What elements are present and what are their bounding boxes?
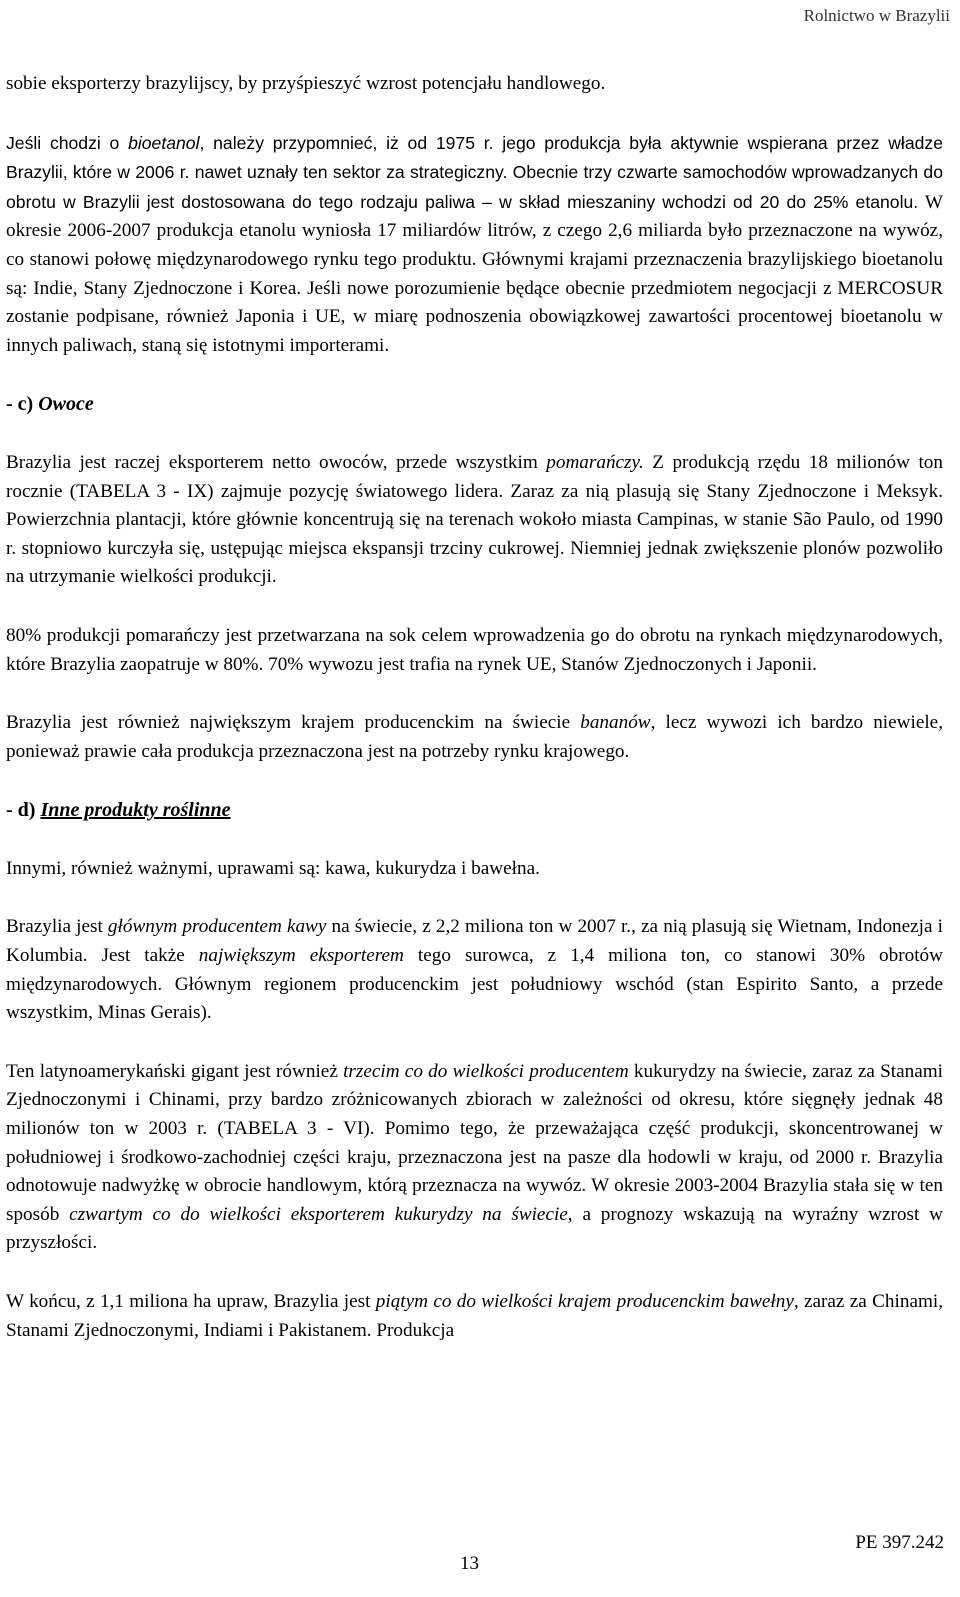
page-number: 13 <box>460 1553 479 1574</box>
paragraph-kukurydza-c: kukurydzy na świecie, zaraz za Stanami Zjednoczonymi i Chinami, przy bardzo zróżnicowanych zbiorach w zależności od okresu, które sięgnęły jednak 48 milionów ton w 2003 r. (TABELA 3 - VI). Pomimo tego, że przeważająca część produkcji, skoncentrowanej w południowej i środkowo-zachodniej części kraju, przeznaczona jest na pasze dla hodowli w kraju, od 2000 r. Brazylia odnotowuje nadwyżkę w obrocie handlowym, którą przeznacza na wywóz. W okresie 2003-2004 Brazylia stała się w ten sposób <box>6 1060 943 1225</box>
paragraph-bioetanol-d: W okresie 2006-2007 produkcja etanolu wyniosła 17 miliardów litrów, z czego 2,6 miliarda było przeznaczone na wywóz, co stanowi połowę międzynarodowego rynku tego produktu. Głównymi krajami przeznaczenia brazylijskiego bioetanolu są: Indie, Stany Zjednoczone i Korea. Jeśli nowe porozumienie będące obecnie przedmiotem negocjacji z MERCOSUR zostanie podpisane, również Japonia i UE, w miarę podnoszenia obowiązkowej zawartości procentowej bioetanolu w innych paliwach, staną się istotnymi importerami. <box>6 191 943 356</box>
paragraph-owoce-c: Z produkcją rzędu 18 milionów ton rocznie (TABELA 3 - IX) zajmuje pozycję światowego lidera. Zaraz za nią plasują się Stany Zjednoczone i Meksyk. Powierzchnia plantacji, które głównie koncentrują się na terenach wokoło miasta Campinas, w stanie São Paulo, od 1990 r. stopniowo kurczyła się, ustępując miejsca ekspansji trzciny cukrowej. Niemniej jednak zwiększenie plonów pozwoliło na utrzymanie wielkości produkcji. <box>6 451 943 588</box>
paragraph-kukurydza-d: czwartym co do wielkości eksporterem kukurydzy na świecie, <box>69 1203 573 1225</box>
paragraph-kawa <box>6 913 943 1027</box>
section-heading-owoce-title: Owoce <box>38 393 94 416</box>
paragraph-bioetanol-term: bioetanol <box>128 132 200 153</box>
paragraph-kawa-e: tego surowca, z 1,4 miliona ton, co stanowi 30% obrotów międzynarodowych. Głównym regionem producenckim jest południowy wschód (stan Espirito Santo, a przede wszystkim, Minas Gerais). <box>6 945 944 1024</box>
paragraph-uprawy: Innymi, również ważnymi, uprawami są: kawa, kukurydza i bawełna. <box>6 857 540 879</box>
paragraph-kukurydza <box>6 1058 943 1258</box>
paragraph-bioetanol-c: , należy przypomnieć, iż od 1975 r. jego produkcja była aktywnie wspierana przez władze Brazylii, które w 2006 r. nawet uznały ten sektor za strategiczny. Obecnie trzy czwarte samochodów wprowadzanych do obrotu w Brazylii jest dostosowana do tego rodzaju paliwa – w skład mieszaniny wchodzi od 20 do 25% etanolu. <box>6 132 943 212</box>
paragraph-owoce-a: Brazylia jest raczej eksporterem netto owoców, przede wszystkim <box>6 451 547 473</box>
paragraph-kawa-c: na świecie, z 2,2 miliona ton w 2007 r., za nią plasują się Wietnam, Indonezja i Kolumbia. Jest także <box>6 916 943 967</box>
paragraph-bawelna-b: piątym co do wielkości krajem producenckim bawełny <box>375 1291 794 1312</box>
document-body <box>6 70 943 1375</box>
paragraph-kukurydza-b: trzecim co do wielkości producentem <box>343 1060 629 1082</box>
paragraph-banany <box>6 709 943 766</box>
paragraph-kawa-a: Brazylia jest <box>6 916 108 938</box>
paragraph-continuation: sobie eksporterzy brazylijscy, by przyśpieszyć wzrost potencjału handlowego. <box>6 73 606 94</box>
paragraph-bioetanol <box>6 129 943 361</box>
paragraph-banany-term: bananów <box>580 712 651 734</box>
paragraph-bawelna-c: , zaraz za Chinami, Stanami Zjednoczonymi, Indiami i Pakistanem. Produkcja <box>6 1291 944 1341</box>
paragraph-banany-c: , lecz wywozi ich bardzo niewiele, ponieważ prawie cała produkcja przeznaczona jest na potrzeby rynku krajowego. <box>6 712 943 762</box>
paragraph-kukurydza-a: Ten latynoamerykański gigant jest również <box>6 1060 344 1082</box>
section-heading-inne <box>6 796 943 825</box>
section-heading-owoce-prefix: - c) <box>6 393 39 416</box>
paragraph-sok: 80% produkcji pomarańczy jest przetwarzana na sok celem wprowadzenia go do obrotu na rynkach międzynarodowych, które Brazylia zaopatruje w 80%. 70% wywozu jest trafia na rynek UE, Stanów Zjednoczonych i Japonii. <box>6 624 943 675</box>
paragraph-kawa-b: głównym producentem kawy <box>107 916 327 938</box>
paragraph-kukurydza-e: a prognozy wskazują na wyraźny wzrost w przyszłości. <box>6 1203 943 1254</box>
paragraph-bawelna-a: W końcu, z 1,1 miliona ha upraw, Brazylia jest <box>6 1291 376 1312</box>
section-heading-inne-title: Inne produkty roślinne <box>40 799 231 822</box>
document-reference: PE 397.242 <box>855 1532 944 1553</box>
paragraph-bioetanol-a: Jeśli chodzi o <box>6 132 129 153</box>
paragraph-owoce-term: pomarańczy. <box>546 451 644 473</box>
paragraph-banany-a: Brazylia jest również największym krajem producenckim na świecie <box>6 712 581 734</box>
paragraph-kawa-d: największym eksporterem <box>198 945 404 967</box>
paragraph-bawelna <box>6 1288 943 1345</box>
paragraph-owoce <box>6 449 943 592</box>
section-heading-owoce <box>6 390 943 419</box>
section-heading-inne-prefix: - d) <box>6 799 41 822</box>
running-header: Rolnictwo w Brazylii <box>803 6 950 25</box>
